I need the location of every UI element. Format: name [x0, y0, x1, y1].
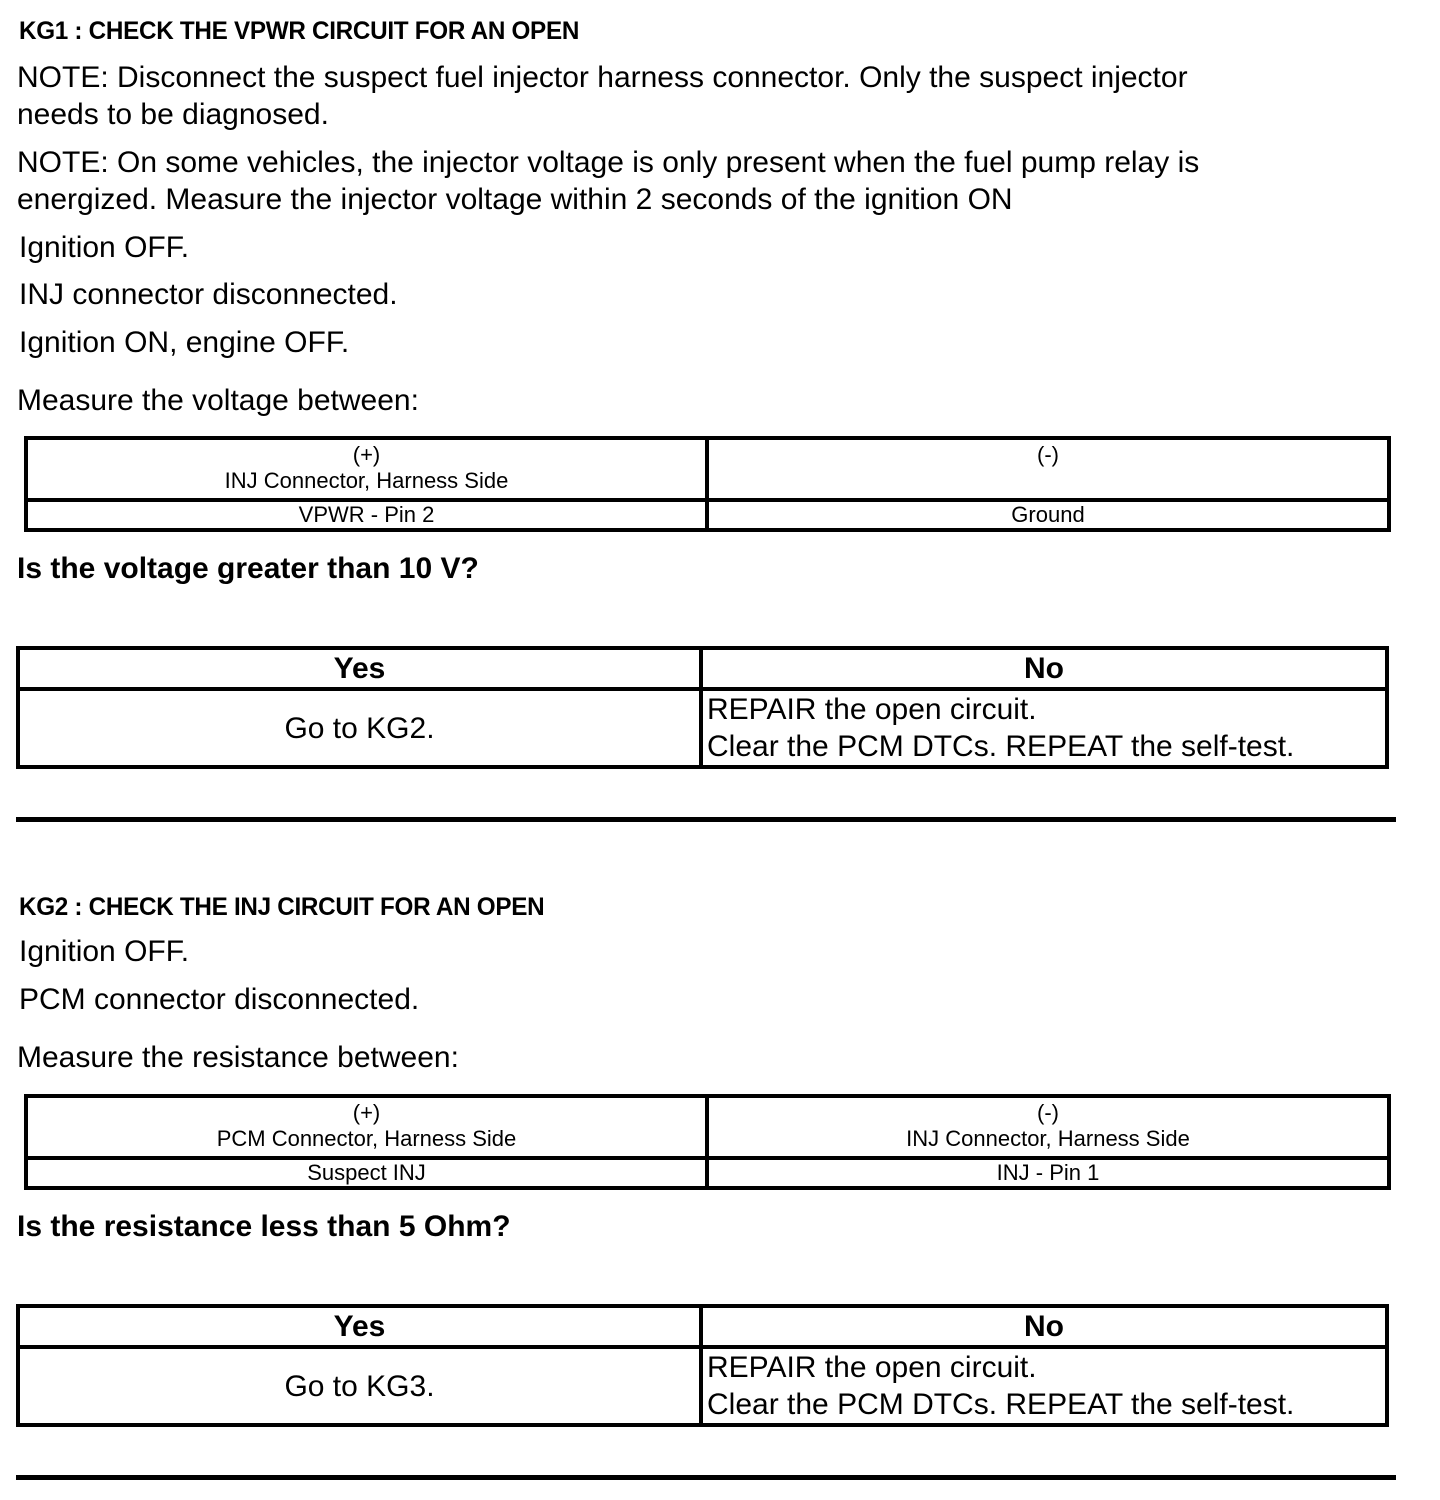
kg2-measure-label: Measure the resistance between: — [17, 1041, 459, 1074]
kg1-note-2-line-1: NOTE: On some vehicles, the injector voltage is only present when the fuel pump relay is — [17, 146, 1200, 179]
kg1-condition-ignition-off: Ignition OFF. — [19, 231, 190, 264]
kg1-note-1-line-1: NOTE: Disconnect the suspect fuel injector harness connector. Only the suspect injector — [17, 61, 1188, 94]
negative-probe-value: INJ - Pin 1 — [707, 1158, 1389, 1188]
kg1-measurement-table — [24, 436, 1391, 532]
measurement-value-row — [26, 500, 1389, 530]
no-header: No — [701, 1306, 1387, 1347]
kg1-note-2-line-2: energized. Measure the injector voltage within 2 seconds of the ignition ON — [17, 183, 1013, 216]
negative-probe-header — [707, 1096, 1389, 1158]
no-action-line-2: Clear the PCM DTCs. REPEAT the self-test. — [707, 730, 1295, 763]
no-action-line-2: Clear the PCM DTCs. REPEAT the self-test. — [707, 1388, 1295, 1421]
measurement-header-row — [26, 1096, 1389, 1158]
negative-sign: (-) — [1037, 442, 1059, 467]
measurement-header-row — [26, 438, 1389, 500]
measurement-value-row — [26, 1158, 1389, 1188]
no-header: No — [701, 648, 1387, 689]
negative-location: INJ Connector, Harness Side — [906, 1126, 1190, 1151]
kg1-condition-ignition-on: Ignition ON, engine OFF. — [19, 326, 350, 359]
yes-header: Yes — [18, 1306, 701, 1347]
kg2-condition-ignition-off: Ignition OFF. — [19, 935, 190, 968]
result-action-row — [18, 689, 1387, 767]
positive-probe-value: VPWR - Pin 2 — [26, 500, 707, 530]
positive-sign: (+) — [352, 442, 381, 467]
kg1-measure-label: Measure the voltage between: — [17, 384, 419, 417]
positive-location: INJ Connector, Harness Side — [224, 468, 509, 493]
kg2-condition-pcm-disconnected: PCM connector disconnected. — [19, 983, 420, 1016]
yes-header: Yes — [18, 648, 701, 689]
kg2-question: Is the resistance less than 5 Ohm? — [17, 1210, 511, 1243]
positive-probe-header — [26, 1096, 707, 1158]
kg1-condition-inj-disconnected: INJ connector disconnected. — [19, 278, 398, 311]
positive-probe-header — [26, 438, 707, 500]
yes-action-go-to-kg3[interactable]: Go to KG3. — [18, 1347, 701, 1425]
negative-probe-header — [707, 438, 1389, 500]
no-action-line-1: REPAIR the open circuit. — [707, 693, 1037, 726]
negative-probe-value: Ground — [707, 500, 1389, 530]
section-divider — [16, 817, 1396, 822]
positive-sign: (+) — [352, 1100, 381, 1125]
positive-location: PCM Connector, Harness Side — [216, 1126, 517, 1151]
kg2-measurement-table — [24, 1094, 1391, 1190]
no-action-line-1: REPAIR the open circuit. — [707, 1351, 1037, 1384]
kg1-note-1-line-2: needs to be diagnosed. — [17, 98, 329, 131]
kg1-step-title: KG1 : CHECK THE VPWR CIRCUIT FOR AN OPEN — [19, 17, 580, 45]
negative-sign: (-) — [1037, 1100, 1059, 1125]
result-action-row — [18, 1347, 1387, 1425]
kg2-step-title: KG2 : CHECK THE INJ CIRCUIT FOR AN OPEN — [19, 893, 545, 921]
no-action — [701, 1347, 1387, 1425]
kg1-result-table — [16, 646, 1389, 769]
kg2-result-table — [16, 1304, 1389, 1427]
yes-action-go-to-kg2[interactable]: Go to KG2. — [18, 689, 701, 767]
result-header-row — [18, 648, 1387, 689]
section-divider — [16, 1475, 1396, 1480]
no-action — [701, 689, 1387, 767]
positive-probe-value: Suspect INJ — [26, 1158, 707, 1188]
kg1-question: Is the voltage greater than 10 V? — [17, 552, 479, 585]
result-header-row — [18, 1306, 1387, 1347]
